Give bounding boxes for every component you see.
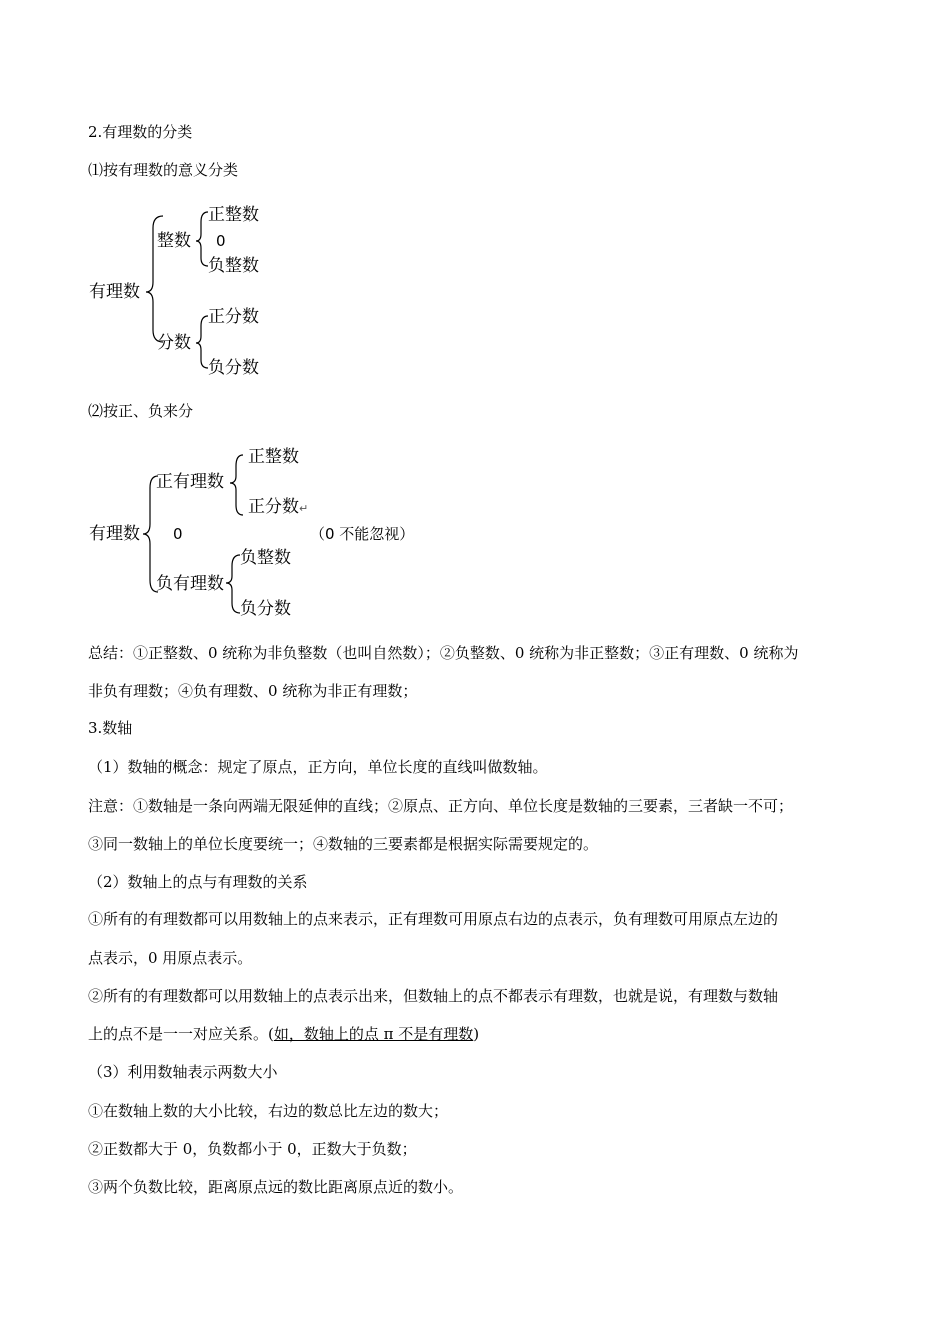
tree1-integer: 整数 [157, 231, 191, 251]
tree2-positive-fraction-label: 正分数 [248, 497, 299, 517]
relation2-line-2-end: ) [473, 1025, 480, 1043]
note-line-2: ③同一数轴上的单位长度要统一；④数轴的三要素都是根据实际需要规定的。 [88, 835, 599, 853]
relation-heading: （2）数轴上的点与有理数的关系 [88, 873, 308, 891]
compare-item-1: ①在数轴上数的大小比较，右边的数总比左边的数大； [88, 1102, 449, 1120]
section3-title: 3.数轴 [88, 719, 133, 737]
tree2-zero: 0 [173, 525, 183, 543]
tree2-positive-rational: 正有理数 [156, 472, 224, 492]
tree2-negative-integer: 负整数 [240, 548, 291, 568]
relation1-line-1: ①所有的有理数都可以用数轴上的点来表示，正有理数可用原点右边的点表示，负有理数可用原点左边的 [88, 910, 779, 928]
compare-item-3: ③两个负数比较，距离原点远的数比距离原点近的数小。 [88, 1178, 464, 1196]
tree2-negative-brace [226, 555, 240, 613]
tree2-positive-fraction [248, 497, 308, 519]
tree1-negative-fraction: 负分数 [208, 358, 259, 378]
classification-heading-1: ⑴按有理数的意义分类 [88, 161, 239, 179]
classification-heading-2: ⑵按正、负来分 [88, 402, 194, 420]
tree2-positive-brace [230, 455, 243, 515]
number-line-concept: （1）数轴的概念：规定了原点，正方向，单位长度的直线叫做数轴。 [88, 758, 548, 776]
return-mark: ↵ [299, 502, 309, 515]
summary-line-1: 总结：①正整数、0 统称为非负整数（也叫自然数）；②负整数、0 统称为非正整数；③正有理数、0 统称为 [88, 644, 799, 662]
relation1-line-2: 点表示，0 用原点表示。 [88, 949, 253, 967]
compare-item-2: ②正数都大于 0，负数都小于 0，正数大于负数； [88, 1140, 417, 1158]
tree1-zero: 0 [216, 232, 226, 250]
tree2-root: 有理数 [89, 524, 140, 544]
summary-line-2: 非负有理数；④负有理数、0 统称为非正有理数； [88, 682, 418, 700]
tree1-positive-integer: 正整数 [208, 205, 259, 225]
tree1-negative-integer: 负整数 [208, 256, 259, 276]
compare-heading: （3）利用数轴表示两数大小 [88, 1063, 278, 1081]
relation2-line-1: ②所有的有理数都可以用数轴上的点表示出来，但数轴上的点不都表示有理数，也就是说，有理数与数轴 [88, 987, 779, 1005]
tree2-negative-fraction: 负分数 [240, 599, 291, 619]
tree2-positive-integer: 正整数 [248, 447, 299, 467]
relation2-line-2-start: 上的点不是一一对应关系。( [88, 1025, 274, 1043]
tree2-zero-note: （0 不能忽视） [310, 525, 415, 543]
tree1-fraction: 分数 [157, 333, 191, 353]
section2-title: 2.有理数的分类 [88, 123, 193, 141]
tree2-negative-rational: 负有理数 [156, 574, 224, 594]
relation2-line-2 [88, 1025, 479, 1043]
note-line-1: 注意：①数轴是一条向两端无限延伸的直线；②原点、正方向、单位长度是数轴的三要素，三者缺一不可； [88, 797, 794, 815]
tree1-positive-fraction: 正分数 [208, 307, 259, 327]
tree1-root: 有理数 [89, 282, 140, 302]
pi-example: 如，数轴上的点 π 不是有理数 [273, 1025, 474, 1043]
